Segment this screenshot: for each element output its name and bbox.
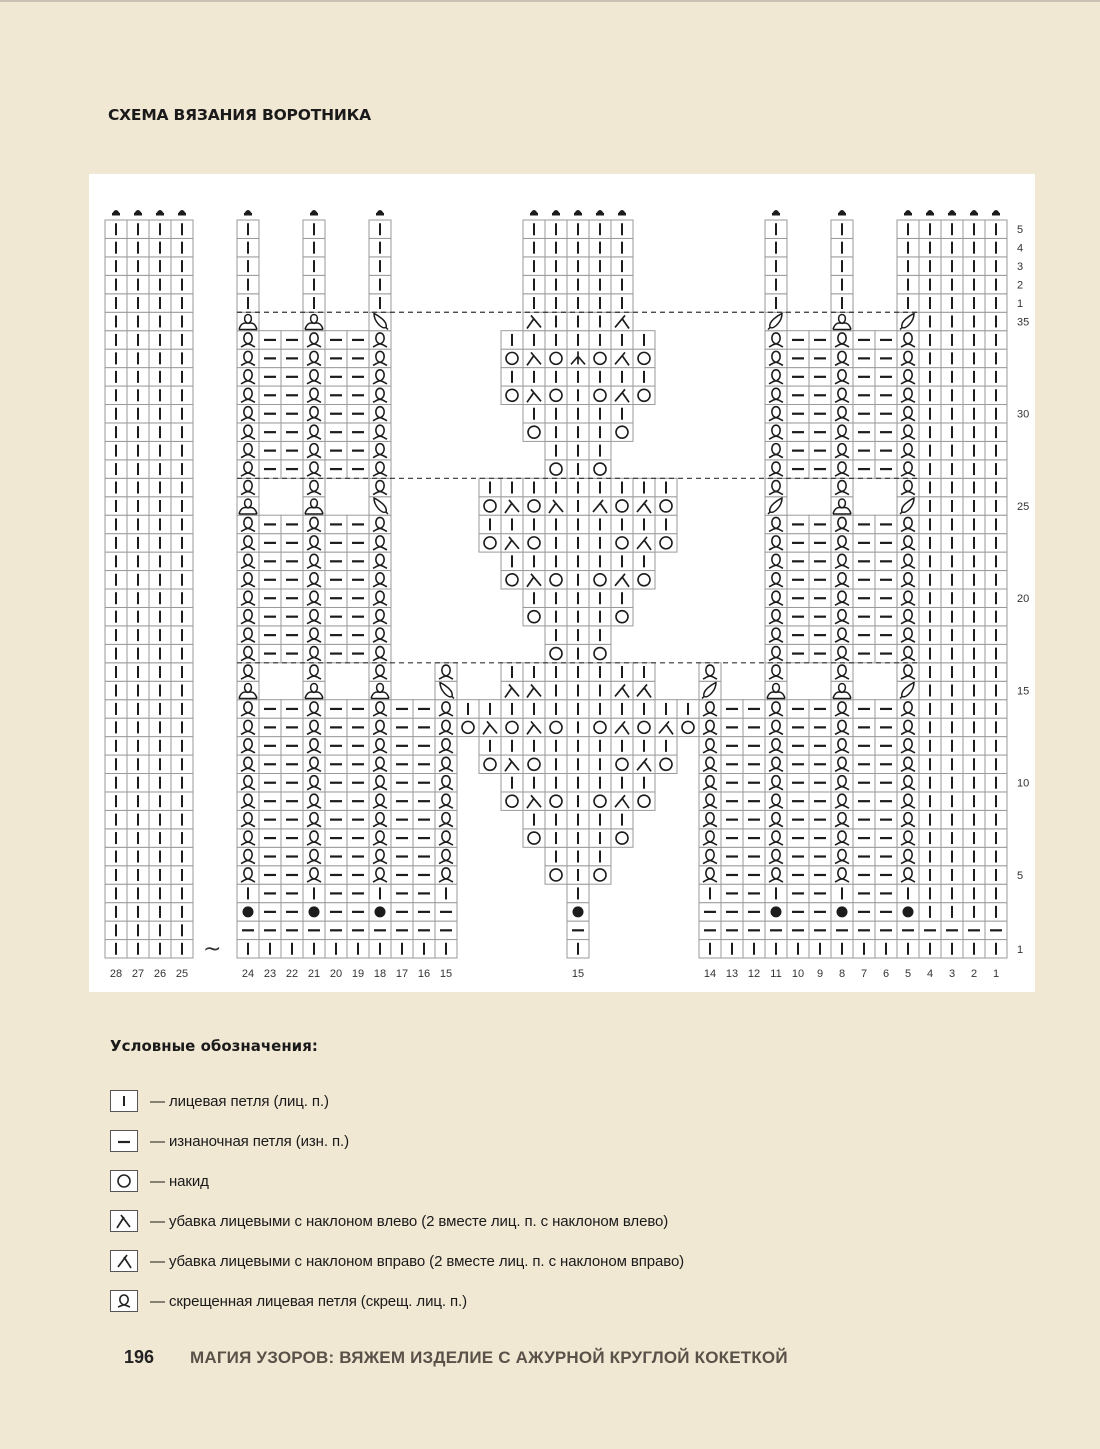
svg-text:1: 1 [992, 968, 1000, 980]
svg-text:21: 21 [307, 968, 321, 980]
legend-item-left-decrease [110, 1209, 668, 1233]
svg-text:35: 35 [1017, 316, 1030, 329]
svg-text:24: 24 [241, 968, 255, 980]
svg-text:11: 11 [770, 968, 782, 980]
svg-text:10: 10 [791, 968, 805, 980]
svg-text:17: 17 [395, 968, 409, 980]
svg-text:22: 22 [285, 968, 299, 980]
svg-text:2: 2 [970, 968, 978, 980]
svg-text:3: 3 [1017, 261, 1024, 274]
svg-text:15: 15 [1017, 685, 1030, 698]
svg-text:5: 5 [1017, 224, 1024, 237]
page-title: СХЕМА ВЯЗАНИЯ ВОРОТНИКА [108, 106, 371, 124]
legend-title: Условные обозначения: [110, 1037, 318, 1055]
svg-text:28: 28 [109, 968, 123, 980]
knit-stitch-icon [110, 1090, 138, 1112]
page-footer [124, 1347, 788, 1368]
legend-text: — накид [150, 1172, 209, 1190]
svg-text:12: 12 [747, 968, 761, 980]
svg-text:26: 26 [153, 968, 167, 980]
svg-text:1: 1 [1017, 943, 1024, 956]
purl-stitch-icon [110, 1130, 138, 1152]
legend-item-right-decrease [110, 1249, 684, 1273]
legend-item-purl [110, 1129, 349, 1153]
svg-text:8: 8 [838, 968, 846, 980]
legend-text: — изнаночная петля (изн. п.) [150, 1132, 349, 1150]
legend-text: — убавка лицевыми с наклоном влево (2 вместе лиц. п. с наклоном влево) [150, 1212, 669, 1230]
svg-text:27: 27 [131, 968, 145, 980]
svg-text:25: 25 [1017, 500, 1030, 513]
svg-text:18: 18 [373, 968, 387, 980]
svg-text:20: 20 [1017, 593, 1030, 606]
svg-text:6: 6 [882, 968, 890, 980]
svg-text:23: 23 [263, 968, 277, 980]
twisted-knit-icon [110, 1290, 138, 1312]
svg-text:13: 13 [725, 968, 739, 980]
yarn-over-icon [110, 1170, 138, 1192]
svg-text:7: 7 [860, 968, 868, 980]
svg-text:5: 5 [1017, 869, 1024, 882]
svg-text:10: 10 [1017, 777, 1030, 790]
svg-text:16: 16 [417, 968, 431, 980]
svg-text:3: 3 [948, 968, 956, 980]
svg-text:15: 15 [571, 968, 585, 980]
svg-text:1: 1 [1017, 298, 1024, 311]
legend-item-yarn-over [110, 1169, 209, 1193]
svg-text:~: ~ [203, 937, 222, 962]
svg-text:5: 5 [904, 968, 912, 980]
legend-text: — убавка лицевыми с наклоном вправо (2 вместе лиц. п. с наклоном вправо) [150, 1252, 685, 1270]
svg-text:4: 4 [926, 968, 934, 980]
svg-text:9: 9 [816, 968, 824, 980]
running-title: МАГИЯ УЗОРОВ: ВЯЖЕМ ИЗДЕЛИЕ С АЖУРНОЙ КРУГЛОЙ КОКЕТКОЙ [190, 1348, 788, 1367]
svg-text:30: 30 [1017, 408, 1030, 421]
left-decrease-icon [110, 1210, 138, 1232]
legend-item-twisted-knit [110, 1289, 467, 1313]
page-number: 196 [124, 1347, 155, 1367]
svg-text:20: 20 [329, 968, 343, 980]
svg-text:2: 2 [1017, 279, 1024, 292]
legend-text: — скрещенная лицевая петля (скрещ. лиц. п.) [150, 1292, 467, 1310]
right-decrease-icon [110, 1250, 138, 1272]
knitting-chart [89, 174, 1035, 992]
legend-text: — лицевая петля (лиц. п.) [150, 1092, 329, 1110]
svg-text:4: 4 [1017, 242, 1024, 255]
svg-text:15: 15 [439, 968, 453, 980]
svg-text:25: 25 [175, 968, 189, 980]
svg-text:19: 19 [351, 968, 365, 980]
legend-item-knit [110, 1089, 329, 1113]
svg-text:14: 14 [703, 968, 717, 980]
